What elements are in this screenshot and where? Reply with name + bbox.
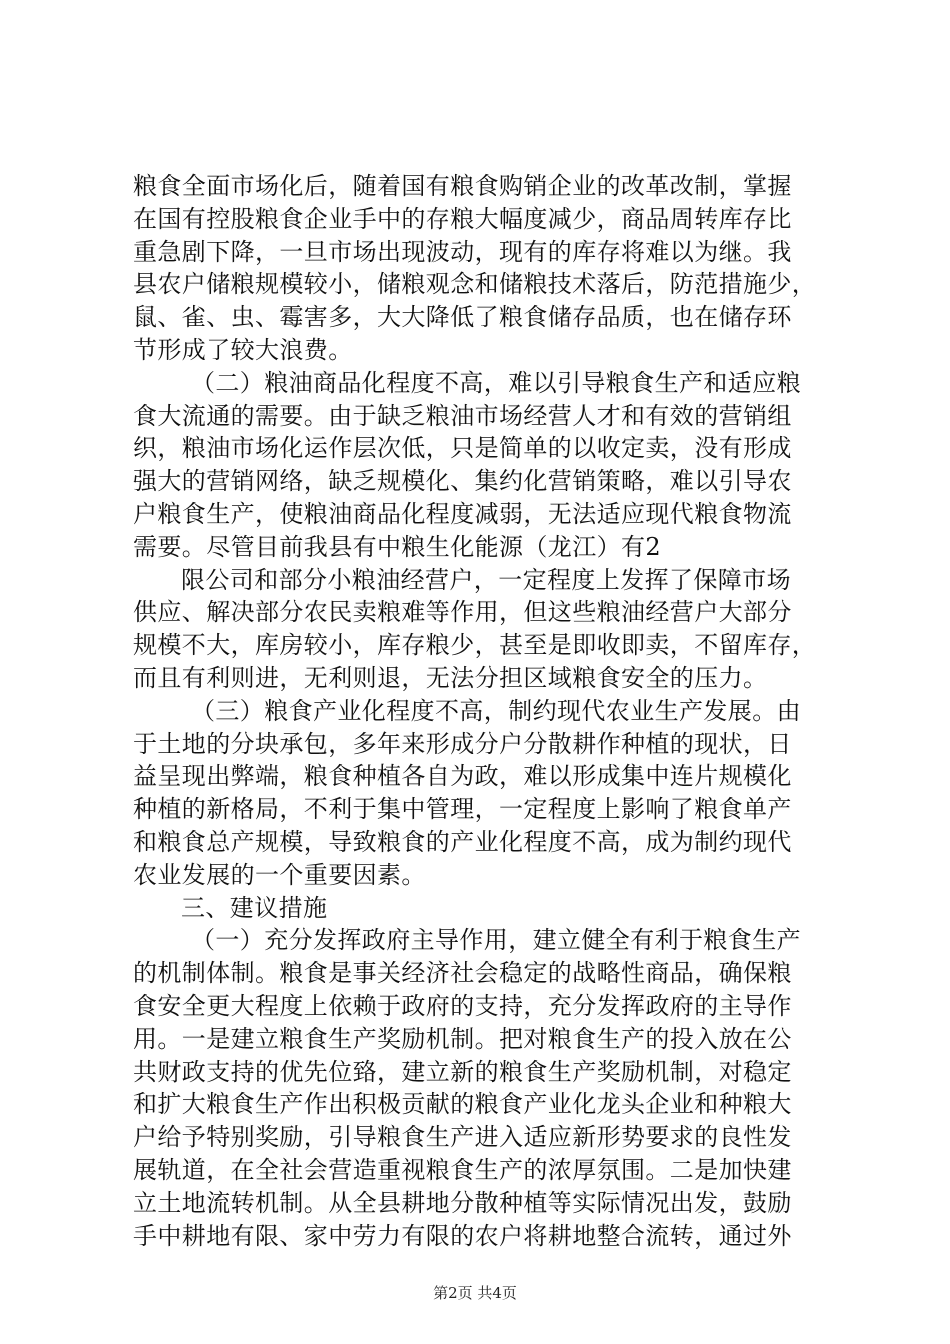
text-line: 益呈现出弊端，粮食种植各自为政，难以形成集中连片规模化 xyxy=(133,762,792,791)
text-line: 在国有控股粮食企业手中的存粮大幅度减少，商品周转库存比 xyxy=(133,204,792,233)
text-line: 而且有利则进，无利则退，无法分担区域粮食安全的压力。 xyxy=(133,663,768,692)
text-line: 限公司和部分小粮油经营户，一定程度上发挥了保障市场 xyxy=(181,565,791,594)
text-line: 立土地流转机制。从全县耕地分散种植等实际情况出发，鼓励 xyxy=(133,1188,792,1217)
text-line: 食大流通的需要。由于缺乏粮油市场经营人才和有效的营销组 xyxy=(133,401,792,430)
text-line: 展轨道，在全社会营造重视粮食生产的浓厚氛围。二是加快建 xyxy=(133,1155,792,1184)
text-line: （二）粮油商品化程度不高，难以引导粮食生产和适应粮 xyxy=(191,368,801,397)
text-line: 节形成了较大浪费。 xyxy=(133,335,353,364)
text-line: 织，粮油市场化运作层次低，只是简单的以收定卖，没有形成 xyxy=(133,434,792,463)
text-line: 粮食全面市场化后，随着国有粮食购销企业的改革改制，掌握 xyxy=(133,172,792,200)
text-line: 种植的新格局，不利于集中管理，一定程度上影响了粮食单产 xyxy=(133,795,792,824)
text-line: 强大的营销网络，缺乏规模化、集约化营销策略，难以引导农 xyxy=(133,467,792,496)
text-line: 用。一是建立粮食生产奖励机制。把对粮食生产的投入放在公 xyxy=(133,1024,792,1053)
text-line: 农业发展的一个重要因素。 xyxy=(133,860,426,889)
text-line: 重急剧下降，一旦市场出现波动，现有的库存将难以为继。我 xyxy=(133,237,792,266)
text-line: 户粮食生产，使粮油商品化程度减弱，无法适应现代粮食物流 xyxy=(133,499,792,528)
text-line: 县农户储粮规模较小，储粮观念和储粮技术落后，防范措施少， xyxy=(133,270,817,299)
page-number-footer: 第2页 共4页 xyxy=(433,1284,517,1302)
text-line: 供应、解决部分农民卖粮难等作用，但这些粮油经营户大部分 xyxy=(133,598,792,627)
section-heading: 三、建议措施 xyxy=(181,893,328,922)
text-line: 食安全更大程度上依赖于政府的支持，充分发挥政府的主导作 xyxy=(133,991,792,1020)
text-line: 共财政支持的优先位臵，建立新的粮食生产奖励机制，对稳定 xyxy=(133,1057,792,1086)
text-line: 户给予特别奖励，引导粮食生产进入适应新形势要求的良性发 xyxy=(133,1123,792,1152)
text-line: 和扩大粮食生产作出积极贡献的粮食产业化龙头企业和种粮大 xyxy=(133,1090,792,1119)
text-line: 需要。尽管目前我县有中粮生化能源（龙江）有2 xyxy=(133,532,662,561)
text-line: 规模不大，库房较小，库存粮少，甚至是即收即卖，不留库存， xyxy=(133,631,817,660)
body-text xyxy=(133,170,823,1252)
text-line: 于土地的分块承包，多年来形成分户分散耕作种植的现状，日 xyxy=(133,729,792,758)
text-line: 的机制体制。粮食是事关经济社会稳定的战略性商品，确保粮 xyxy=(133,959,792,988)
text-line: 手中耕地有限、家中劳力有限的农户将耕地整合流转，通过外 xyxy=(133,1221,792,1250)
text-line: 鼠、雀、虫、霉害多，大大降低了粮食储存品质，也在储存环 xyxy=(133,303,792,332)
text-line: （三）粮食产业化程度不高，制约现代农业生产发展。由 xyxy=(191,696,801,725)
text-line: （一）充分发挥政府主导作用，建立健全有利于粮食生产 xyxy=(191,926,801,955)
text-line: 和粮食总产规模，导致粮食的产业化程度不高，成为制约现代 xyxy=(133,827,792,856)
